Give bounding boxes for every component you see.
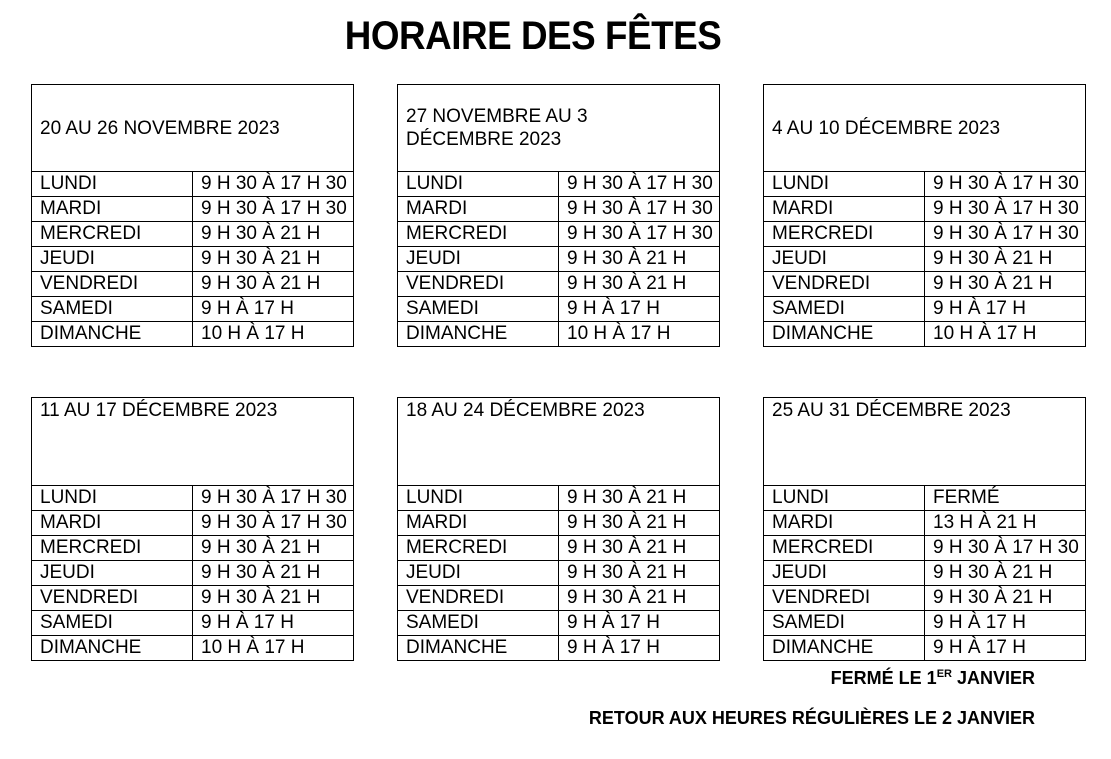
- closed-notice: [831, 668, 1035, 689]
- day-name: VENDREDI: [32, 586, 193, 611]
- day-name: SAMEDI: [764, 297, 925, 322]
- return-notice: RETOUR AUX HEURES RÉGULIÈRES LE 2 JANVIER: [588, 708, 1035, 728]
- week-header-row: [398, 85, 720, 172]
- day-row: [398, 247, 720, 272]
- day-hours: 9 H 30 À 21 H: [925, 561, 1086, 586]
- day-row: [398, 611, 720, 636]
- day-hours: 9 H 30 À 17 H 30: [559, 172, 720, 197]
- day-row: [32, 561, 354, 586]
- day-row: [764, 222, 1086, 247]
- day-row: [32, 247, 354, 272]
- day-name: DIMANCHE: [398, 322, 559, 347]
- day-row: [398, 197, 720, 222]
- day-row: [398, 222, 720, 247]
- day-row: [764, 247, 1086, 272]
- day-hours: 9 H 30 À 17 H 30: [559, 222, 720, 247]
- day-name: LUNDI: [398, 486, 559, 511]
- day-row: [398, 636, 720, 661]
- day-name: LUNDI: [764, 486, 925, 511]
- day-hours: 10 H À 17 H: [193, 636, 354, 661]
- day-hours: 9 H 30 À 21 H: [559, 511, 720, 536]
- day-hours: 9 H 30 À 21 H: [559, 586, 720, 611]
- week-range: 18 AU 24 DÉCEMBRE 2023: [398, 398, 720, 486]
- week-header-row: [764, 398, 1086, 486]
- day-hours: 9 H 30 À 17 H 30: [193, 172, 354, 197]
- closed-notice-ordinal: ER: [936, 668, 952, 680]
- day-row: [398, 511, 720, 536]
- day-row: [398, 272, 720, 297]
- day-name: LUNDI: [32, 172, 193, 197]
- week-range: 27 NOVEMBRE AU 3 DÉCEMBRE 2023: [398, 85, 720, 172]
- closed-notice-end: JANVIER: [951, 668, 1035, 688]
- day-hours: 9 H À 17 H: [925, 297, 1086, 322]
- day-row: [32, 611, 354, 636]
- day-row: [764, 561, 1086, 586]
- day-hours: 9 H 30 À 17 H 30: [559, 197, 720, 222]
- week-range: 20 AU 26 NOVEMBRE 2023: [32, 85, 354, 172]
- week-schedule-table: [763, 84, 1086, 347]
- day-name: VENDREDI: [764, 586, 925, 611]
- day-name: LUNDI: [764, 172, 925, 197]
- day-name: DIMANCHE: [764, 322, 925, 347]
- day-hours: 9 H 30 À 21 H: [559, 272, 720, 297]
- day-hours: 9 H 30 À 21 H: [193, 536, 354, 561]
- day-name: DIMANCHE: [398, 636, 559, 661]
- day-name: MARDI: [32, 511, 193, 536]
- week-schedule-table: [31, 84, 354, 347]
- day-name: SAMEDI: [398, 297, 559, 322]
- day-name: VENDREDI: [764, 272, 925, 297]
- day-name: MERCREDI: [398, 536, 559, 561]
- day-hours: 13 H À 21 H: [925, 511, 1086, 536]
- day-hours: 9 H 30 À 17 H 30: [925, 197, 1086, 222]
- day-hours: 9 H 30 À 17 H 30: [925, 536, 1086, 561]
- day-hours: 10 H À 17 H: [559, 322, 720, 347]
- day-row: [32, 222, 354, 247]
- day-row: [32, 197, 354, 222]
- day-hours: 9 H À 17 H: [559, 297, 720, 322]
- day-name: LUNDI: [32, 486, 193, 511]
- day-hours: 9 H 30 À 21 H: [193, 561, 354, 586]
- day-hours: 9 H 30 À 17 H 30: [925, 172, 1086, 197]
- day-row: [32, 536, 354, 561]
- day-hours: FERMÉ: [925, 486, 1086, 511]
- day-row: [764, 297, 1086, 322]
- week-schedule-table: [763, 397, 1086, 661]
- day-hours: 9 H À 17 H: [193, 297, 354, 322]
- day-name: VENDREDI: [32, 272, 193, 297]
- day-row: [32, 636, 354, 661]
- day-name: SAMEDI: [32, 297, 193, 322]
- day-hours: 10 H À 17 H: [925, 322, 1086, 347]
- day-hours: 9 H 30 À 17 H 30: [193, 486, 354, 511]
- day-hours: 9 H 30 À 21 H: [193, 222, 354, 247]
- day-hours: 9 H 30 À 17 H 30: [925, 222, 1086, 247]
- day-hours: 9 H 30 À 21 H: [925, 586, 1086, 611]
- week-range: 11 AU 17 DÉCEMBRE 2023: [32, 398, 354, 486]
- day-row: [764, 611, 1086, 636]
- day-row: [398, 586, 720, 611]
- day-row: [398, 322, 720, 347]
- day-row: [32, 297, 354, 322]
- day-name: MARDI: [398, 197, 559, 222]
- day-row: [398, 172, 720, 197]
- day-name: JEUDI: [32, 561, 193, 586]
- day-name: DIMANCHE: [32, 636, 193, 661]
- day-name: MARDI: [764, 197, 925, 222]
- week-header-row: [32, 398, 354, 486]
- day-row: [32, 586, 354, 611]
- page-title: HORAIRE DES FÊTES: [344, 14, 722, 58]
- day-row: [764, 172, 1086, 197]
- day-name: JEUDI: [32, 247, 193, 272]
- week-header-row: [764, 85, 1086, 172]
- week-header-row: [32, 85, 354, 172]
- day-hours: 9 H 30 À 21 H: [559, 561, 720, 586]
- day-row: [32, 172, 354, 197]
- day-name: MERCREDI: [764, 222, 925, 247]
- closed-notice-main: FERMÉ LE 1: [830, 668, 937, 688]
- day-name: JEUDI: [398, 561, 559, 586]
- day-name: JEUDI: [398, 247, 559, 272]
- day-name: DIMANCHE: [764, 636, 925, 661]
- day-hours: 10 H À 17 H: [193, 322, 354, 347]
- day-row: [398, 297, 720, 322]
- day-hours: 9 H 30 À 21 H: [559, 486, 720, 511]
- week-schedule-table: [397, 397, 720, 661]
- week-schedule-table: [397, 84, 720, 347]
- day-name: JEUDI: [764, 247, 925, 272]
- day-hours: 9 H 30 À 21 H: [559, 247, 720, 272]
- day-hours: 9 H 30 À 21 H: [193, 586, 354, 611]
- week-schedule-table: [31, 397, 354, 661]
- day-hours: 9 H À 17 H: [559, 636, 720, 661]
- day-row: [764, 272, 1086, 297]
- week-range: 25 AU 31 DÉCEMBRE 2023: [764, 398, 1086, 486]
- day-name: SAMEDI: [764, 611, 925, 636]
- day-hours: 9 H 30 À 21 H: [193, 247, 354, 272]
- day-hours: 9 H À 17 H: [559, 611, 720, 636]
- day-name: MERCREDI: [32, 222, 193, 247]
- week-header-row: [398, 398, 720, 486]
- day-row: [764, 636, 1086, 661]
- day-row: [764, 586, 1086, 611]
- day-name: MERCREDI: [32, 536, 193, 561]
- day-hours: 9 H 30 À 21 H: [925, 272, 1086, 297]
- day-hours: 9 H À 17 H: [925, 636, 1086, 661]
- day-name: MARDI: [764, 511, 925, 536]
- day-hours: 9 H 30 À 17 H 30: [193, 197, 354, 222]
- week-range: 4 AU 10 DÉCEMBRE 2023: [764, 85, 1086, 172]
- day-name: MERCREDI: [764, 536, 925, 561]
- day-row: [764, 322, 1086, 347]
- day-name: VENDREDI: [398, 272, 559, 297]
- day-name: SAMEDI: [32, 611, 193, 636]
- day-hours: 9 H 30 À 21 H: [925, 247, 1086, 272]
- day-row: [32, 322, 354, 347]
- day-hours: 9 H 30 À 17 H 30: [193, 511, 354, 536]
- day-name: SAMEDI: [398, 611, 559, 636]
- day-name: JEUDI: [764, 561, 925, 586]
- day-row: [764, 511, 1086, 536]
- day-hours: 9 H À 17 H: [925, 611, 1086, 636]
- day-row: [398, 561, 720, 586]
- day-row: [32, 486, 354, 511]
- day-row: [764, 536, 1086, 561]
- day-row: [764, 486, 1086, 511]
- day-name: MERCREDI: [398, 222, 559, 247]
- day-name: MARDI: [398, 511, 559, 536]
- day-row: [32, 511, 354, 536]
- day-name: MARDI: [32, 197, 193, 222]
- day-row: [398, 486, 720, 511]
- day-row: [398, 536, 720, 561]
- day-hours: 9 H À 17 H: [193, 611, 354, 636]
- day-name: VENDREDI: [398, 586, 559, 611]
- day-name: DIMANCHE: [32, 322, 193, 347]
- day-hours: 9 H 30 À 21 H: [559, 536, 720, 561]
- day-row: [764, 197, 1086, 222]
- day-row: [32, 272, 354, 297]
- day-name: LUNDI: [398, 172, 559, 197]
- day-hours: 9 H 30 À 21 H: [193, 272, 354, 297]
